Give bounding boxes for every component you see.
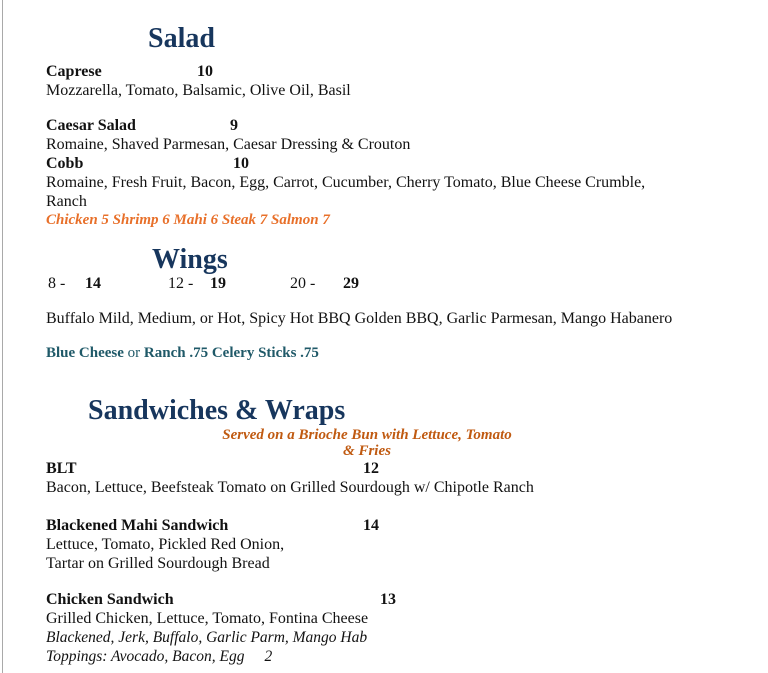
salad-protein-addons: Chicken 5 Shrimp 6 Mahi 6 Steak 7 Salmon 7	[46, 212, 330, 228]
item-name: Chicken Sandwich	[46, 591, 174, 608]
toppings-label: Toppings: Avocado, Bacon, Egg	[46, 648, 245, 665]
wings-count: 20 -	[290, 275, 316, 292]
item-name: Caprese	[46, 63, 102, 80]
item-description-line1: Romaine, Fresh Fruit, Bacon, Egg, Carrot, Cucumber, Cherry Tomato, Blue Cheese Crumble,	[46, 174, 646, 191]
wings-size-pricing-row	[46, 274, 750, 293]
item-description-line2: Ranch	[46, 193, 87, 210]
item-price: 12	[363, 460, 379, 477]
menu-item-blt	[46, 459, 750, 478]
item-price: 10	[233, 155, 249, 172]
item-name: Blackened Mahi Sandwich	[46, 517, 229, 534]
item-description-line1: Lettuce, Tomato, Pickled Red Onion,	[46, 536, 285, 553]
serving-note-line1: Served on a Brioche Bun with Lettuce, Tomato	[222, 427, 512, 443]
item-price: 10	[197, 63, 213, 80]
item-description: Romaine, Shaved Parmesan, Caesar Dressing & Crouton	[46, 136, 411, 153]
wings-price: 14	[85, 275, 101, 292]
item-name: BLT	[46, 460, 77, 477]
menu-item-caesar-salad	[46, 116, 750, 135]
item-toppings-line	[46, 647, 750, 666]
wings-count: 8 -	[48, 275, 66, 292]
item-price: 13	[380, 591, 396, 608]
serving-note-line2: & Fries	[343, 443, 391, 459]
item-name: Cobb	[46, 155, 84, 172]
sandwiches-section-title: Sandwiches & Wraps	[88, 395, 346, 426]
wings-count: 12 -	[168, 275, 194, 292]
wings-flavors: Buffalo Mild, Medium, or Hot, Spicy Hot BBQ Golden BBQ, Garlic Parmesan, Mango Habanero	[46, 310, 673, 327]
wings-price: 29	[343, 275, 359, 292]
item-description-line2: Tartar on Grilled Sourdough Bread	[46, 555, 270, 572]
menu-item-blackened-mahi	[46, 516, 750, 535]
item-price: 14	[363, 517, 379, 534]
item-description: Bacon, Lettuce, Beefsteak Tomato on Grilled Sourdough w/ Chipotle Ranch	[46, 479, 534, 496]
item-description: Mozzarella, Tomato, Balsamic, Olive Oil, Basil	[46, 82, 351, 99]
sides-or-segment: or	[123, 345, 144, 361]
wings-price: 19	[210, 275, 226, 292]
item-name: Caesar Salad	[46, 117, 136, 134]
menu-item-chicken-sandwich	[46, 590, 750, 609]
sides-bold-segment: Blue Cheese	[46, 345, 124, 361]
item-style-options: Blackened, Jerk, Buffalo, Garlic Parm, Mango Hab	[46, 629, 368, 646]
menu-item-cobb	[46, 154, 750, 173]
sides-bold-segment: Ranch .75 Celery Sticks .75	[143, 345, 319, 361]
item-description: Grilled Chicken, Lettuce, Tomato, Fontina Cheese	[46, 610, 369, 627]
wings-sides-line	[46, 344, 750, 363]
menu-page	[2, 0, 768, 673]
wings-section-title: Wings	[152, 244, 228, 275]
toppings-price: 2	[264, 648, 273, 665]
menu-item-caprese	[46, 62, 750, 81]
salad-section-title: Salad	[148, 23, 215, 54]
item-price: 9	[230, 117, 238, 134]
